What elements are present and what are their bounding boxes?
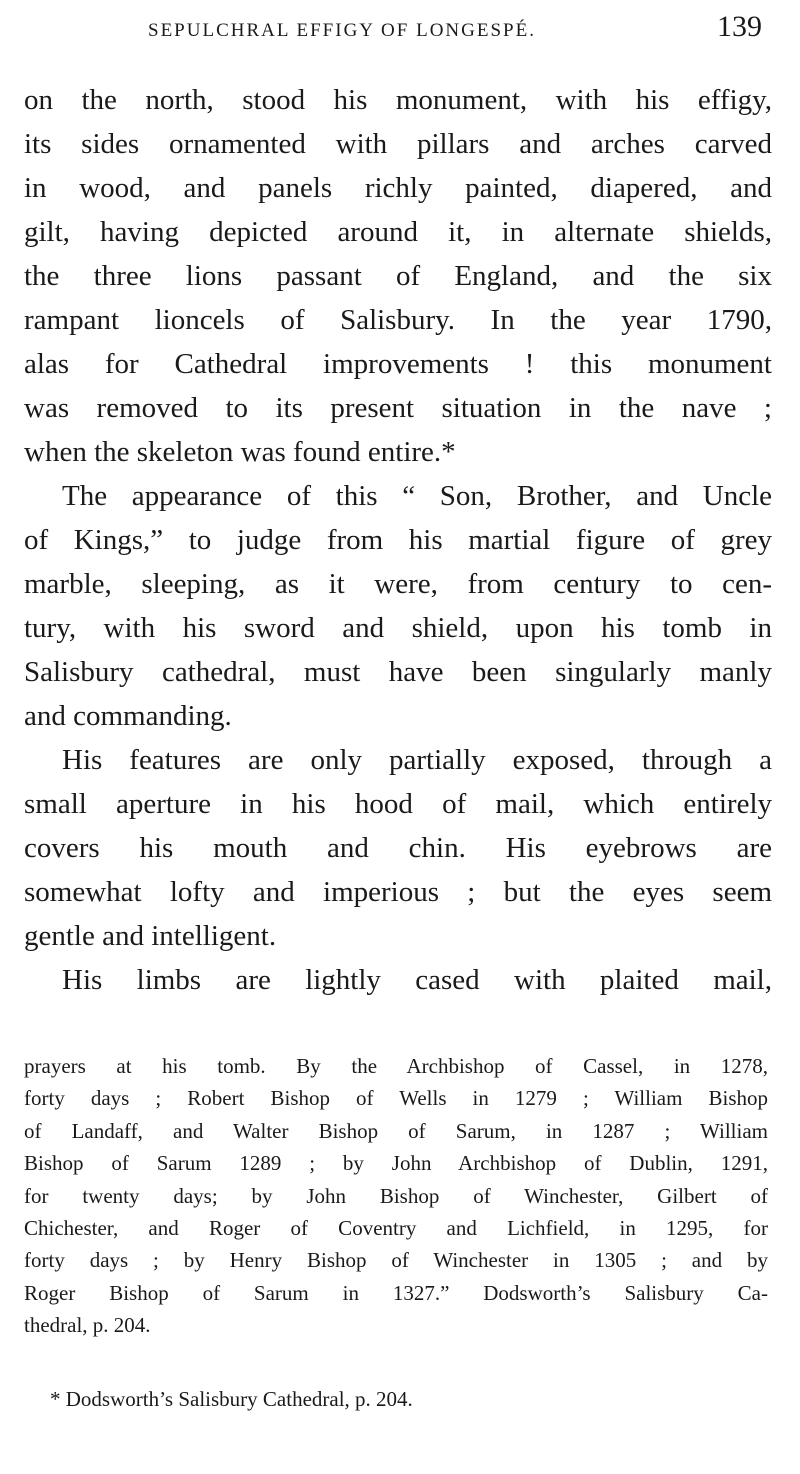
text-line: on the north, stood his monument, with his effigy, <box>24 84 772 116</box>
footnote-line: forty days ; by Henry Bishop of Winchester in 1305 ; and by <box>24 1248 768 1273</box>
page-number: 139 <box>717 10 762 43</box>
footnote-line: Roger Bishop of Sarum in 1327.” Dodsworth’s Salisbury Ca- <box>24 1280 768 1305</box>
text-line: tury, with his sword and shield, upon his tomb in <box>24 612 772 644</box>
text-line: when the skeleton was found entire.* <box>24 436 456 468</box>
footnote-line: Chichester, and Roger of Coventry and Lichfield, in 1295, for <box>24 1215 768 1240</box>
footnote-line: for twenty days; by John Bishop of Winchester, Gilbert of <box>24 1183 768 1208</box>
text-line: the three lions passant of England, and the six <box>24 260 772 292</box>
text-line: and commanding. <box>24 700 232 732</box>
running-title: SEPULCHRAL EFFIGY OF LONGESPÉ. <box>148 20 536 41</box>
footnote-continuation <box>24 1050 768 1342</box>
text-line: rampant lioncels of Salisbury. In the year 1790, <box>24 304 772 336</box>
text-line: alas for Cathedral improvements ! this monument <box>24 348 772 380</box>
text-line: The appearance of this “ Son, Brother, and Uncle <box>62 480 772 512</box>
text-line: small aperture in his hood of mail, which entirely <box>24 788 772 820</box>
running-head <box>0 8 800 48</box>
footnote-line: forty days ; Robert Bishop of Wells in 1279 ; William Bishop <box>24 1086 768 1111</box>
text-line: was removed to its present situation in the nave ; <box>24 392 772 424</box>
footnote-line: Bishop of Sarum 1289 ; by John Archbishop of Dublin, 1291, <box>24 1151 768 1176</box>
footnote-line: prayers at his tomb. By the Archbishop of Cassel, in 1278, <box>24 1054 768 1078</box>
text-line: in wood, and panels richly painted, diapered, and <box>24 172 772 204</box>
text-line: marble, sleeping, as it were, from century to cen- <box>24 568 772 600</box>
text-line: His features are only partially exposed, through a <box>62 744 772 776</box>
text-line: of Kings,” to judge from his martial figure of grey <box>24 524 772 556</box>
text-line: covers his mouth and chin. His eyebrows are <box>24 832 772 864</box>
footnote-line: thedral, p. 204. <box>24 1313 151 1338</box>
text-line: gentle and intelligent. <box>24 920 277 952</box>
text-line: His limbs are lightly cased with plaited mail, <box>62 964 772 996</box>
text-line: gilt, having depicted around it, in alternate shields, <box>24 216 772 248</box>
footnote: * Dodsworth’s Salisbury Cathedral, p. 204. <box>50 1387 413 1411</box>
text-line: somewhat lofty and imperious ; but the eyes seem <box>24 876 772 908</box>
text-line: its sides ornamented with pillars and arches carved <box>24 128 772 160</box>
footnote-line: of Landaff, and Walter Bishop of Sarum, in 1287 ; William <box>24 1118 768 1143</box>
text-line: Salisbury cathedral, must have been singularly manly <box>24 656 772 688</box>
main-text <box>24 78 772 1002</box>
